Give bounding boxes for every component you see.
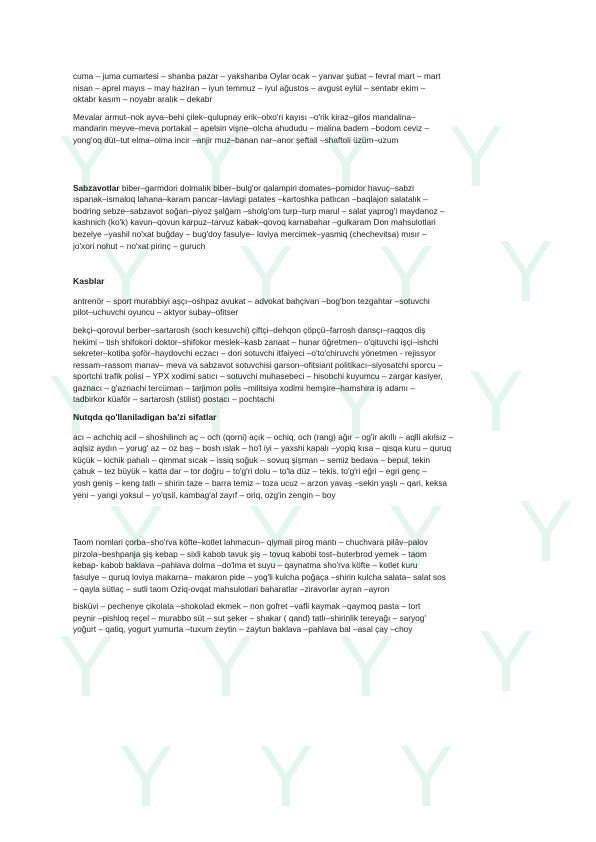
text-line: Taom nomlari çorba–sho'rva köfte–kotlet lahmacun– qiymali pirog mantı – chuchvara pilâv–palov [73, 537, 428, 548]
text-line: ressam–rassom manav– meva va sabzavot sotuvchisi garson–ofitsiant politikacı–siyosatchi sporcu – [73, 359, 443, 370]
text-line: çabuk – tez büyük – katta dar – tor doğru – to'g'ri dolu – to'la düz – tekis, to'g'ri eğri – egri genç – [73, 466, 427, 477]
text-line: jo'xori nohut – no'xat pirinç – guruch [73, 240, 206, 251]
vegetables-paragraph [73, 183, 525, 253]
text-line: ıspanak–ismaloq lahana–karam pancar–lavlagi patates –kartoshka patlıcan –baqlajon salatalık – [73, 194, 428, 205]
fruits-paragraph [73, 112, 525, 147]
professions-heading: Kasblar [73, 276, 105, 287]
text-span: biber–garmdori dolmalık biber–bulg'or qalampiri domates–pomidor havuç–sabzi [119, 182, 415, 193]
text-line: fasulye – quruq loviya makarna– makaron pide – yog'li kulcha poğaça –shirin kulcha salata– salat sos [73, 572, 446, 582]
text-line: sekreter–kotiba şoför–haydovchi eczacı – dori sotuvchi itfaiyeci –o'to'chiruvchi yönetmen - rejissyor [73, 348, 436, 359]
text-line: Mevalar armut–nok ayva–behi çilek–qulupnay erik–olxo'ri kayısı –o'rik kiraz–gilos mandalina– [73, 111, 416, 122]
text-line: yosh geniş – keng tatlı – shirin taze – barra temiz – toza ucuz – arzon yavaş –sekin yaşlı – qari, keksa [73, 478, 448, 489]
text-line: peynir –pishloq reçel – murabbo süt – sut şeker – shakar ( qand) tatlı–shirinlik tereyağı – saryog' [73, 612, 426, 623]
text-line: bodring sebze–sabzavot soğan–piyoz şalğam –sholg'om turp–turp marul – salat yaprog'i maydanoz – [73, 205, 445, 216]
calendar-paragraph [73, 71, 525, 106]
vegetables-heading: Sabzavotlar [73, 182, 120, 193]
text-line: mandarin meyve–meva portakal – apelsin vişne–olcha ahududu – malina badem –bodom ceviz – [73, 123, 430, 134]
text-line [73, 183, 525, 195]
text-line: aqlsiz aydın – yorug' az – oz baş – bosh ıslak – ho'l iyi – yaxshi kapalı –yopiq kısa – qisqa kuru – quruq [73, 443, 452, 454]
text-line: antrenör – sport murabbiyi aşçı–oshpaz avukat – advokat bahçivan –bog'bon tezgahtar –sotuvchi [73, 295, 430, 306]
watermark-mark [340, 630, 392, 700]
text-line: bezelye –yashil no'xat buğday – bug'doy fasulye– loviya mercimek–yasmiq (chechevitsa) mısır – [73, 228, 427, 239]
text-line: pirzola–beshpanja şiş kebap – sixli kabob tavuk şiş – tovuq kabobi tost–buterbrod yemek – taom [73, 548, 427, 559]
watermark-mark [120, 740, 172, 810]
document-page [73, 71, 525, 636]
text-line: gaznacı – g'aznachi tercüman – tarjimon polis –militsiya xodimi hemşire–hamshira iş adamı – [73, 382, 415, 393]
text-line: oktabr kasım – noyabr aralık – dekabr [73, 94, 213, 105]
professions-paragraph-1 [73, 296, 525, 319]
text-line: yong'oq düt–tut elma–olma incir –anjir muz–banan nar–anor şeftali –shaftoli üzüm–uzum [73, 134, 399, 145]
professions-paragraph-2 [73, 325, 525, 406]
watermark-mark [520, 495, 572, 565]
text-line: kebap- kabob baklava –pahlava dolma –do'lma et suyu – qaynatma sho'rva köfte – kotlet kuru [73, 560, 418, 571]
text-line: kashnich (ko'k) kavun–qovun karpuz–tarvuz kabak–qovoq karnabahar –gulkaram Don mahsulotlari [73, 217, 436, 228]
text-line: yeni – yangi yoksul – yo'qsil, kambag'al zayıf – oriq, ozg'in zengin – boy [73, 489, 336, 500]
sweets-paragraph [73, 601, 525, 636]
text-line: nisan – aprel mayıs – may haziran – iyun temmuz – iyul ağustos – avgust eylül – sentabr ekim – [73, 82, 426, 93]
adjectives-paragraph [73, 432, 525, 502]
text-line: tadbirkor küaför – sartarosh (stilist) postacı – pochtachi [73, 394, 275, 405]
watermark-mark [260, 740, 312, 810]
dishes-paragraph [73, 537, 525, 595]
watermark-mark [200, 630, 252, 700]
text-line: bisküvi – pechenye çikolata –shokolad ekmek – non gofret –vafli kaymak –qaymoq pasta – tort [73, 601, 421, 612]
text-line: cuma – juma cumartesi – shanba pazar – yakshanba Oylar ocak – yanvar şubat – fevral mart – mart [73, 71, 441, 81]
text-line: hekimi – tish shifokori doktor–shifokor meslek–kasb zanaat – hunar öğretmen– o'qituvchi işçi–ishchi [73, 336, 439, 347]
text-line: bekçi–qorovul berber–sartarosh (soch kesuvchi) çiftçi–dehqon çöpçü–farrosh dansçı–raqqos diş [73, 324, 426, 335]
text-line: acı – achchiq acil – shoshilinch aç – och (qorni) açık – ochiq, och (rang) ağır – og'ir akıllı – aqlli akılsız – [73, 431, 454, 442]
text-line: – qayla sütlaç – sutli taom Oziq-ovqat mahsulotlari baharatlar –ziravorlar ayran –ayron [73, 583, 390, 594]
adjectives-heading: Nutqda qo'llaniladigan ba'zi sifatlar [73, 412, 217, 423]
text-line: pilot–uchuvchi oyuncu – aktyor subay–ofitser [73, 307, 239, 318]
text-line: küçük – kichik pahalı – qimmat sıcak – issiq soğuk – sovuq şişman – semiz bedava – bepul, tekin [73, 454, 430, 465]
watermark-mark [60, 630, 112, 700]
text-line: sportchi trafik polisi – YPX xodimi satıcı – sotuvchi muhasebeci – hisobchi kuyumcu – zargar kasiyer, [73, 371, 443, 382]
text-line: yoğurt – qatiq, yogurt yumurta –tuxum zeytin – zaytun baklava –pahlava bal –asal çay –choy [73, 624, 413, 635]
watermark-mark [400, 740, 452, 810]
